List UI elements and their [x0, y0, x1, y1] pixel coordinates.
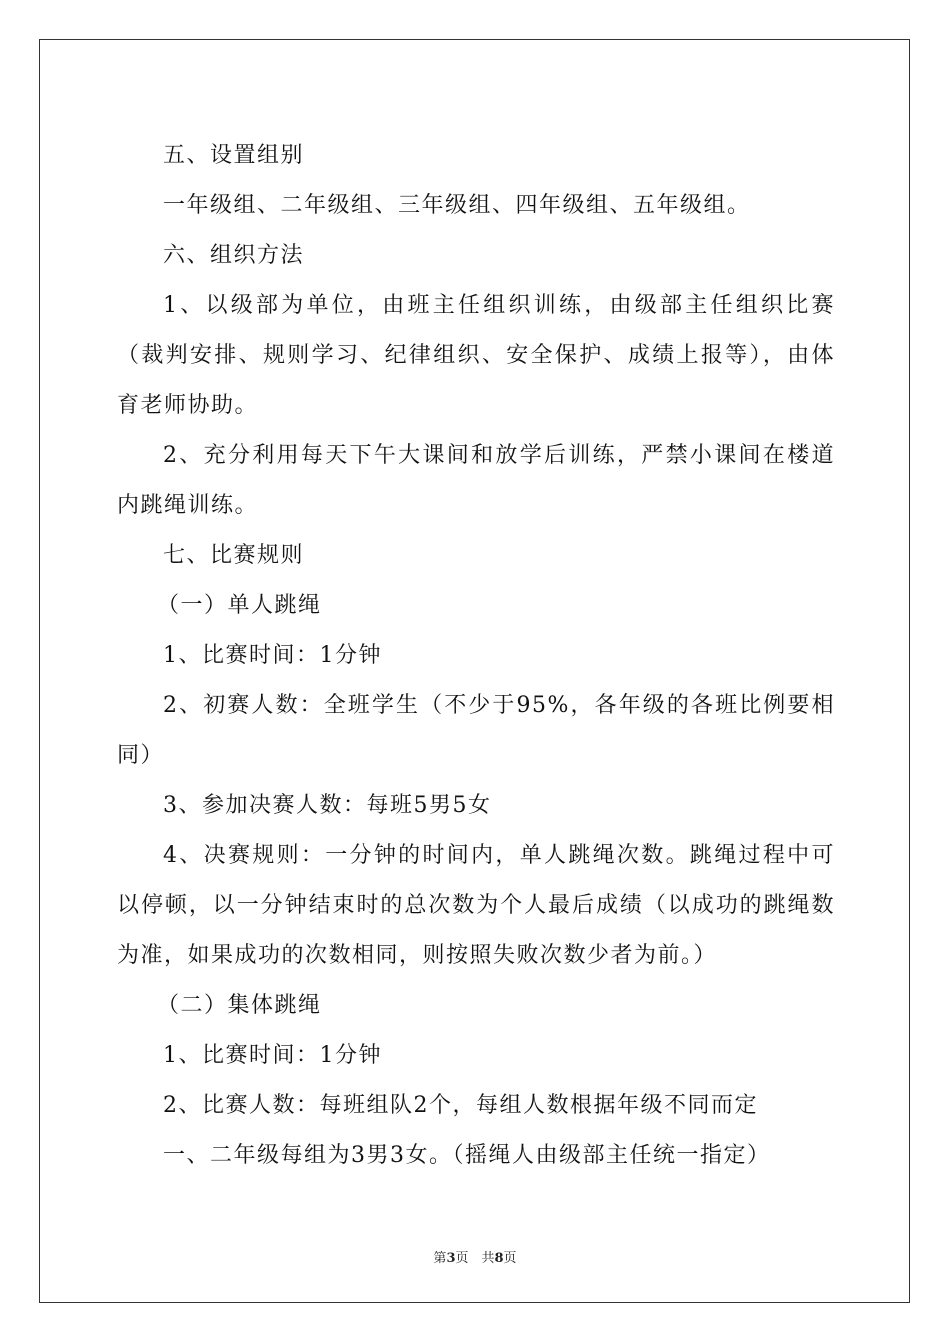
paragraph-line: 以停顿，以一分钟结束时的总次数为个人最后成绩（以成功的跳绳数 — [117, 893, 835, 918]
subsection-heading-group: （二）集体跳绳 — [157, 993, 322, 1018]
paragraph-line: 育老师协助。 — [117, 393, 259, 418]
page-total-number: 8 — [494, 1251, 504, 1266]
paragraph-line: 4、决赛规则：一分钟的时间内，单人跳绳次数。跳绳过程中可 — [163, 843, 835, 868]
section-heading-rules: 七、比赛规则 — [163, 543, 305, 568]
page-footer — [0, 1247, 950, 1266]
page-suffix: 页 — [503, 1251, 517, 1266]
paragraph-line: 一、二年级每组为3男3女。（摇绳人由级部主任统一指定） — [163, 1143, 771, 1168]
paragraph-line: 内跳绳训练。 — [117, 493, 259, 518]
paragraph-line: 为准，如果成功的次数相同，则按照失败次数少者为前。） — [117, 943, 718, 968]
paragraph-line: 2、充分利用每天下午大课间和放学后训练，严禁小课间在楼道 — [163, 443, 835, 468]
subsection-heading-single: （一）单人跳绳 — [157, 593, 322, 618]
section-heading-method: 六、组织方法 — [163, 243, 305, 268]
paragraph-line: 2、初赛人数：全班学生（不少于95%，各年级的各班比例要相 — [163, 693, 835, 718]
page-current-number: 3 — [446, 1251, 456, 1266]
paragraph-line: 同） — [117, 743, 165, 768]
document-body — [117, 131, 835, 1181]
paragraph-line: 1、比赛时间：1分钟 — [163, 643, 382, 668]
page-prefix: 第 — [433, 1251, 447, 1266]
paragraph-line: （裁判安排、规则学习、纪律组织、安全保护、成绩上报等），由体 — [117, 343, 835, 368]
paragraph-line: 一年级组、二年级组、三年级组、四年级组、五年级组。 — [163, 193, 751, 218]
section-heading-groups: 五、设置组别 — [163, 143, 305, 168]
paragraph-line: 3、参加决赛人数：每班5男5女 — [163, 793, 492, 818]
page-mid: 页 共 — [455, 1251, 495, 1266]
paragraph-line: 2、比赛人数：每班组队2个，每组人数根据年级不同而定 — [163, 1093, 758, 1118]
paragraph-line: 1、比赛时间：1分钟 — [163, 1043, 382, 1068]
paragraph-line: 1、以级部为单位，由班主任组织训练，由级部主任组织比赛 — [163, 293, 835, 318]
